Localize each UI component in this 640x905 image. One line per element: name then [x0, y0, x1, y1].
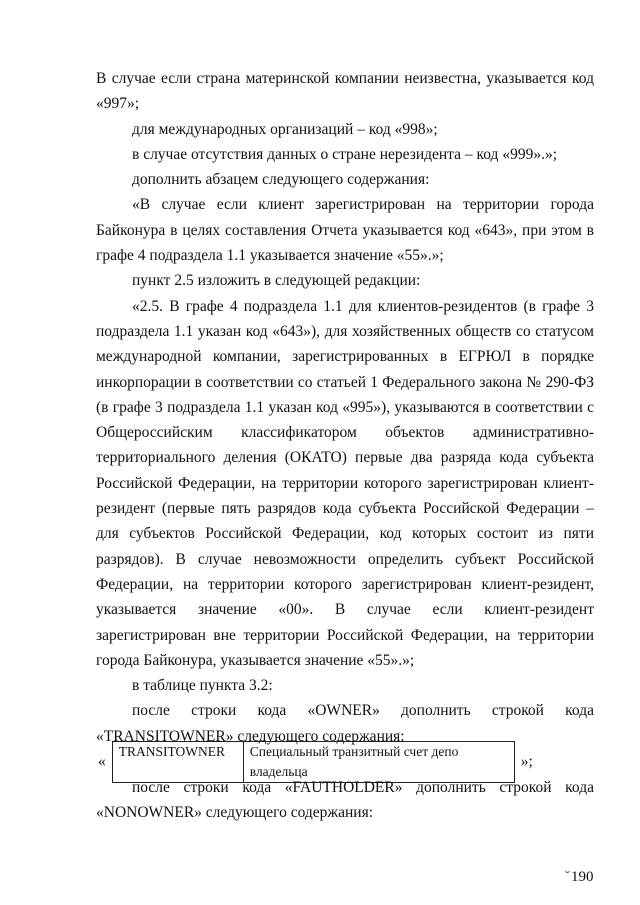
- code-cell: TRANSITOWNER: [113, 742, 244, 782]
- paragraph: «В случае если клиент зарегистрирован на территории города Байконура в целях составления Отчета указывается код «643», при этом в графе 4 подраздела 1.1 указывается значение «55».»;: [96, 196, 594, 265]
- paragraph: пункт 2.5 изложить в следующей редакции:: [132, 272, 421, 290]
- paragraph: в таблице пункта 3.2:: [132, 677, 273, 695]
- close-quote: »;: [520, 753, 533, 771]
- page-number-value: 190: [571, 869, 594, 885]
- paragraph: В случае если страна материнской компании неизвестна, указывается код «997»;: [96, 70, 594, 113]
- page-number: [565, 869, 594, 886]
- document-body: [96, 66, 594, 826]
- paragraph: в случае отсутствия данных о стране нерезидента – код «999».»;: [132, 145, 558, 163]
- paragraph: для международных организаций – код «998»;: [132, 120, 438, 138]
- paragraph: «2.5. В графе 4 подраздела 1.1 для клиентов-резидентов (в графе 3 подраздела 1.1 указан код «643»), для хозяйственных обществ со статусом международной компании, зарегистрированных в ЕГРЮЛ в порядке инкорпорации в соответствии со статьей 1 Федерального закона № 290-ФЗ (в графе 3 подраздела 1.1 указан код «995»), указываются в соответствии с Общероссийским классификатором объектов административно-территориального деления (ОКАТО) первые два разряда кода субъекта Российской Федерации, на территории которого зарегистрирован клиент-резидент (первые пять разрядов кода субъекта Российской Федерации – для субъектов Российской Федерации, код которых состоит из пяти разрядов). В случае невозможности определить субъект Российской Федерации, на территории которого зарегистрирован клиент-резидент, указывается значение «00». В случае если клиент-резидент зарегистрирован вне территории Российской Федерации, на территории города Байконура, указывается значение «55».»;: [96, 297, 594, 669]
- paragraph: после строки кода «FAUTHOLDER» дополнить строкой кода «NONOWNER» следующего содержания:: [96, 779, 594, 822]
- scan-mark-icon: ˇ: [565, 869, 570, 885]
- open-quote: «: [98, 753, 106, 771]
- paragraph: дополнить абзацем следующего содержания:: [132, 171, 430, 189]
- description-cell: Специальный транзитный счет депо владельца: [249, 744, 459, 780]
- paragraph: после строки кода «OWNER» дополнить строкой кода «TRANSITOWNER» следующего содержания:: [96, 702, 594, 745]
- inserted-table-row: [98, 744, 594, 780]
